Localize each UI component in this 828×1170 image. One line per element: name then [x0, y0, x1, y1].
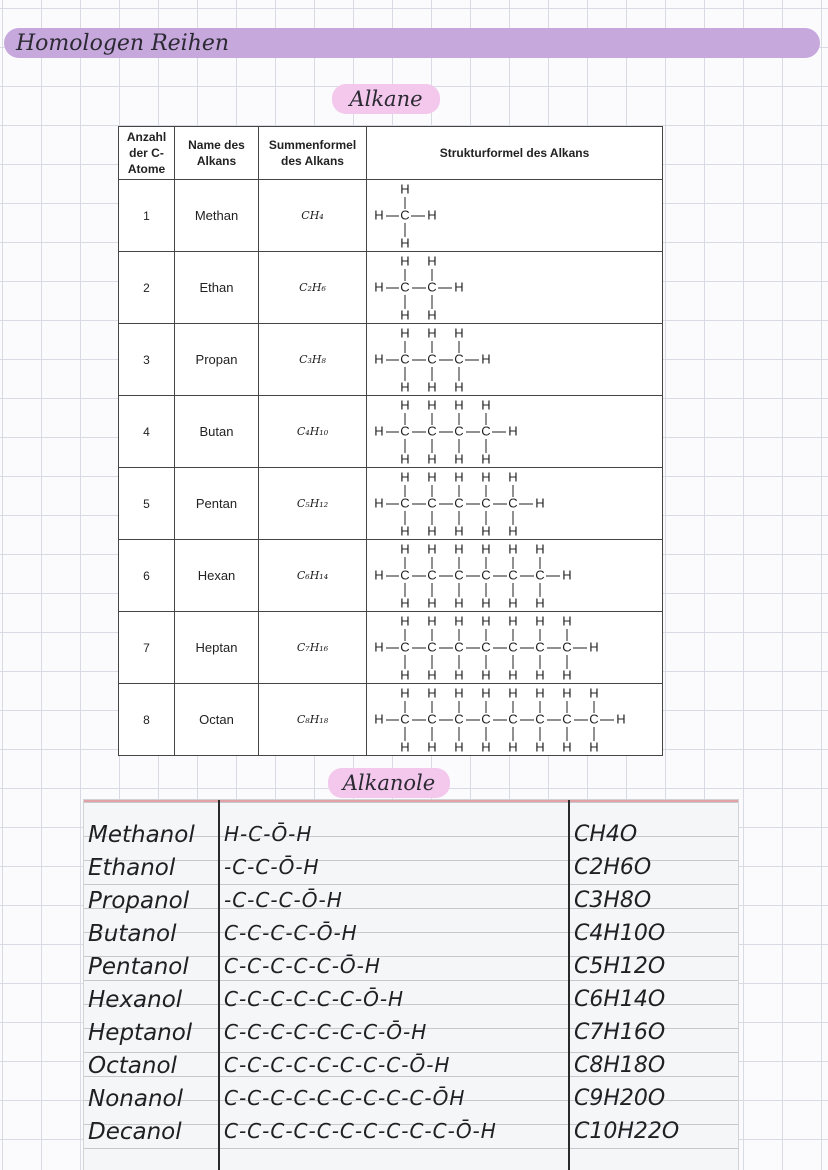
hydrogen-atom: H [400, 739, 410, 755]
hydrogen-atom: H [481, 397, 491, 413]
page-title: Homologen Reihen [16, 31, 230, 56]
table-row [119, 540, 663, 612]
hydrogen-atom: H [427, 307, 437, 323]
structure-diagram [373, 540, 580, 611]
carbon-atom: C [589, 711, 599, 727]
hydrogen-atom: H [427, 541, 437, 557]
table-row [119, 684, 663, 756]
carbon-atom: C [481, 423, 491, 439]
structure-diagram [373, 324, 499, 395]
carbon-atom: C [427, 279, 437, 295]
table-row [119, 180, 663, 252]
carbon-atom: C [454, 423, 464, 439]
hydrogen-atom: H [374, 423, 384, 439]
hydrogen-atom: H [374, 567, 384, 583]
alkanol-structure: C-C-C-C-Ō-H [224, 921, 358, 945]
carbon-atom: C [535, 639, 545, 655]
hydrogen-atom: H [508, 541, 518, 557]
carbon-atom: C [400, 495, 410, 511]
structural-formula [367, 252, 663, 324]
alkanol-formula: C3H8O [574, 888, 652, 913]
alkanol-structure: C-C-C-C-C-C-C-Ō-H [224, 1020, 428, 1044]
list-item [84, 1053, 738, 1083]
table-header-row [119, 127, 663, 180]
hydrogen-atom: H [427, 613, 437, 629]
alkanol-formula: C6H14O [574, 987, 666, 1012]
alkanol-formula: CH4O [574, 822, 638, 847]
molecular-formula: C₅H₁₂ [259, 468, 367, 540]
hydrogen-atom: H [508, 469, 518, 485]
hydrogen-atom: H [562, 667, 572, 683]
hydrogen-atom: H [535, 685, 545, 701]
carbon-atom: C [535, 567, 545, 583]
col-header-name: Name des Alkans [175, 127, 259, 180]
structure-diagram [373, 684, 634, 755]
molecular-formula: C₂H₆ [259, 252, 367, 324]
hydrogen-atom: H [400, 307, 410, 323]
alkanol-structure: C-C-C-C-C-C-C-C-C-ŌH [224, 1086, 466, 1110]
alkane-name: Octan [175, 684, 259, 756]
hydrogen-atom: H [535, 495, 545, 511]
alkanol-name: Ethanol [88, 855, 176, 881]
hydrogen-atom: H [535, 739, 545, 755]
list-item [84, 855, 738, 885]
carbon-atom: C [400, 279, 410, 295]
carbon-atom: C [454, 567, 464, 583]
hydrogen-atom: H [535, 613, 545, 629]
carbon-atom: C [427, 567, 437, 583]
structure-diagram [373, 468, 553, 539]
carbon-atom: C [400, 423, 410, 439]
hydrogen-atom: H [427, 523, 437, 539]
carbon-atom: C [508, 711, 518, 727]
carbon-atom: C [481, 567, 491, 583]
list-item [84, 1086, 738, 1116]
hydrogen-atom: H [427, 469, 437, 485]
hydrogen-atom: H [400, 685, 410, 701]
alkanol-formula: C4H10O [574, 921, 666, 946]
hydrogen-atom: H [400, 523, 410, 539]
hydrogen-atom: H [508, 523, 518, 539]
structure-diagram [373, 612, 607, 683]
list-item [84, 1020, 738, 1050]
list-item [84, 987, 738, 1017]
table-row [119, 324, 663, 396]
alkanol-name: Nonanol [88, 1086, 183, 1112]
alkanole-notebook-photo [84, 800, 738, 1170]
paper-edge [84, 800, 738, 802]
alkane-name: Propan [175, 324, 259, 396]
alkanol-formula: C9H20O [574, 1086, 666, 1111]
alkane-name: Butan [175, 396, 259, 468]
carbon-count: 8 [119, 684, 175, 756]
carbon-atom: C [508, 639, 518, 655]
hydrogen-atom: H [400, 469, 410, 485]
hydrogen-atom: H [374, 639, 384, 655]
molecular-formula: C₃H₈ [259, 324, 367, 396]
carbon-atom: C [454, 639, 464, 655]
hydrogen-atom: H [427, 667, 437, 683]
hydrogen-atom: H [454, 613, 464, 629]
hydrogen-atom: H [508, 739, 518, 755]
carbon-atom: C [400, 567, 410, 583]
hydrogen-atom: H [508, 667, 518, 683]
hydrogen-atom: H [454, 667, 464, 683]
hydrogen-atom: H [400, 253, 410, 269]
alkanol-name: Pentanol [88, 954, 189, 980]
structural-formula [367, 612, 663, 684]
alkanol-name: Decanol [88, 1119, 182, 1145]
alkanol-formula: C2H6O [574, 855, 652, 880]
molecular-formula: C₄H₁₀ [259, 396, 367, 468]
hydrogen-atom: H [481, 451, 491, 467]
structural-formula [367, 180, 663, 252]
hydrogen-atom: H [374, 711, 384, 727]
structural-formula [367, 396, 663, 468]
table-row [119, 252, 663, 324]
carbon-atom: C [427, 495, 437, 511]
hydrogen-atom: H [562, 613, 572, 629]
alkanol-formula: C5H12O [574, 954, 666, 979]
carbon-atom: C [427, 711, 437, 727]
hydrogen-atom: H [374, 207, 384, 223]
carbon-atom: C [427, 423, 437, 439]
hydrogen-atom: H [400, 613, 410, 629]
hydrogen-atom: H [454, 379, 464, 395]
hydrogen-atom: H [481, 351, 491, 367]
alkanol-formula: C8H18O [574, 1053, 666, 1078]
hydrogen-atom: H [589, 685, 599, 701]
alkanol-name: Butanol [88, 921, 177, 947]
hydrogen-atom: H [454, 595, 464, 611]
carbon-atom: C [454, 711, 464, 727]
hydrogen-atom: H [616, 711, 626, 727]
hydrogen-atom: H [562, 739, 572, 755]
hydrogen-atom: H [374, 279, 384, 295]
alkanole-heading: Alkanole [328, 768, 450, 798]
list-item [84, 954, 738, 984]
hydrogen-atom: H [535, 595, 545, 611]
hydrogen-atom: H [508, 595, 518, 611]
alkanol-structure: -C-C-Ō-H [224, 855, 320, 879]
molecular-formula: C₆H₁₄ [259, 540, 367, 612]
alkanol-structure: C-C-C-C-C-C-C-C-C-C-Ō-H [224, 1119, 497, 1143]
structure-diagram [373, 252, 472, 323]
hydrogen-atom: H [427, 595, 437, 611]
alkane-heading: Alkane [332, 84, 440, 114]
hydrogen-atom: H [427, 253, 437, 269]
alkanol-formula: C10H22O [574, 1119, 680, 1144]
carbon-atom: C [454, 351, 464, 367]
alkanol-formula: C7H16O [574, 1020, 666, 1045]
hydrogen-atom: H [508, 685, 518, 701]
list-item [84, 888, 738, 918]
hydrogen-atom: H [481, 685, 491, 701]
hydrogen-atom: H [535, 541, 545, 557]
carbon-count: 1 [119, 180, 175, 252]
hydrogen-atom: H [374, 351, 384, 367]
hydrogen-atom: H [589, 739, 599, 755]
hydrogen-atom: H [400, 379, 410, 395]
hydrogen-atom: H [427, 207, 437, 223]
hydrogen-atom: H [400, 595, 410, 611]
structure-diagram [373, 396, 526, 467]
hydrogen-atom: H [427, 397, 437, 413]
table-row [119, 468, 663, 540]
alkane-name: Hexan [175, 540, 259, 612]
hydrogen-atom: H [427, 325, 437, 341]
hydrogen-atom: H [481, 667, 491, 683]
hydrogen-atom: H [427, 451, 437, 467]
carbon-count: 7 [119, 612, 175, 684]
hydrogen-atom: H [535, 667, 545, 683]
hydrogen-atom: H [508, 423, 518, 439]
hydrogen-atom: H [374, 495, 384, 511]
hydrogen-atom: H [481, 469, 491, 485]
hydrogen-atom: H [427, 739, 437, 755]
hydrogen-atom: H [454, 469, 464, 485]
hydrogen-atom: H [481, 523, 491, 539]
hydrogen-atom: H [508, 613, 518, 629]
hydrogen-atom: H [454, 541, 464, 557]
carbon-atom: C [454, 495, 464, 511]
hydrogen-atom: H [400, 667, 410, 683]
col-header-count: Anzahl der C-Atome [119, 127, 175, 180]
structure-diagram [373, 180, 445, 251]
carbon-atom: C [400, 711, 410, 727]
table-row [119, 612, 663, 684]
hydrogen-atom: H [454, 451, 464, 467]
hydrogen-atom: H [562, 567, 572, 583]
structural-formula [367, 324, 663, 396]
carbon-atom: C [400, 351, 410, 367]
hydrogen-atom: H [562, 685, 572, 701]
molecular-formula: C₈H₁₈ [259, 684, 367, 756]
col-header-formula: Summenformel des Alkans [259, 127, 367, 180]
hydrogen-atom: H [481, 739, 491, 755]
hydrogen-atom: H [400, 541, 410, 557]
alkanol-name: Propanol [88, 888, 190, 914]
col-header-structure: Strukturformel des Alkans [367, 127, 663, 180]
alkane-name: Pentan [175, 468, 259, 540]
list-item [84, 1119, 738, 1149]
carbon-atom: C [400, 207, 410, 223]
hydrogen-atom: H [454, 325, 464, 341]
carbon-count: 3 [119, 324, 175, 396]
carbon-count: 6 [119, 540, 175, 612]
carbon-atom: C [562, 711, 572, 727]
hydrogen-atom: H [427, 379, 437, 395]
carbon-atom: C [481, 711, 491, 727]
carbon-atom: C [481, 639, 491, 655]
list-item [84, 822, 738, 852]
alkanol-structure: C-C-C-C-C-Ō-H [224, 954, 381, 978]
hydrogen-atom: H [454, 279, 464, 295]
structural-formula [367, 540, 663, 612]
molecular-formula: C₇H₁₆ [259, 612, 367, 684]
hydrogen-atom: H [481, 541, 491, 557]
hydrogen-atom: H [400, 181, 410, 197]
hydrogen-atom: H [454, 739, 464, 755]
hydrogen-atom: H [481, 613, 491, 629]
alkanol-name: Hexanol [88, 987, 183, 1013]
carbon-count: 5 [119, 468, 175, 540]
molecular-formula: CH₄ [259, 180, 367, 252]
carbon-count: 4 [119, 396, 175, 468]
alkanol-structure: H-C-Ō-H [224, 822, 313, 846]
list-item [84, 921, 738, 951]
hydrogen-atom: H [427, 685, 437, 701]
structural-formula [367, 468, 663, 540]
structural-formula [367, 684, 663, 756]
carbon-atom: C [400, 639, 410, 655]
hydrogen-atom: H [454, 523, 464, 539]
hydrogen-atom: H [454, 685, 464, 701]
alkanol-name: Heptanol [88, 1020, 193, 1046]
table-row [119, 396, 663, 468]
alkane-name: Ethan [175, 252, 259, 324]
alkanol-name: Octanol [88, 1053, 177, 1079]
carbon-atom: C [508, 495, 518, 511]
hydrogen-atom: H [481, 595, 491, 611]
carbon-atom: C [535, 711, 545, 727]
alkane-name: Methan [175, 180, 259, 252]
hydrogen-atom: H [400, 397, 410, 413]
alkane-name: Heptan [175, 612, 259, 684]
alkane-table [118, 126, 663, 756]
hydrogen-atom: H [400, 451, 410, 467]
hydrogen-atom: H [589, 639, 599, 655]
hydrogen-atom: H [400, 325, 410, 341]
carbon-atom: C [508, 567, 518, 583]
carbon-atom: C [481, 495, 491, 511]
carbon-count: 2 [119, 252, 175, 324]
hydrogen-atom: H [454, 397, 464, 413]
alkanol-structure: -C-C-C-Ō-H [224, 888, 343, 912]
alkanol-structure: C-C-C-C-C-C-C-C-Ō-H [224, 1053, 451, 1077]
alkanol-structure: C-C-C-C-C-C-Ō-H [224, 987, 405, 1011]
carbon-atom: C [427, 639, 437, 655]
alkanol-name: Methanol [88, 822, 195, 848]
hydrogen-atom: H [400, 235, 410, 251]
carbon-atom: C [427, 351, 437, 367]
carbon-atom: C [562, 639, 572, 655]
